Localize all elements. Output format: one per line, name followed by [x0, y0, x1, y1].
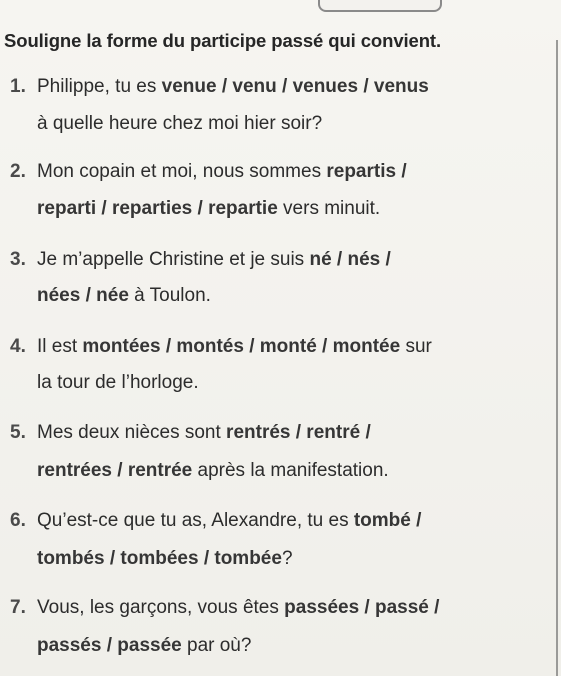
participle-choices: né / nés / — [309, 249, 391, 270]
participle-choices: tombé / — [353, 510, 422, 531]
item-line-1 — [37, 510, 421, 532]
sentence-text: Vous, les garçons, vous êtes — [37, 597, 285, 618]
participle-choices: rentrées / rentrée — [37, 460, 193, 481]
item-line-1 — [37, 161, 407, 183]
sentence-text: Qu’est-ce que tu as, Alexandre, tu es — [37, 510, 354, 531]
item-line-2 — [37, 548, 293, 570]
sentence-text: à Toulon. — [128, 285, 211, 306]
participle-choices: montées / montés / monté / montée — [82, 336, 401, 357]
item-number: 6. — [10, 510, 26, 531]
item-number: 1. — [10, 76, 26, 97]
sentence-text: après la manifestation. — [192, 460, 389, 481]
sentence-text: ? — [281, 548, 293, 569]
sentence-text: sur — [400, 336, 432, 357]
sentence-text: Il est — [37, 336, 83, 357]
item-line-1 — [37, 597, 439, 619]
sentence-text: Philippe, tu es — [37, 76, 162, 97]
participle-choices: venue / venu / venues / venus — [161, 76, 429, 97]
item-number: 7. — [10, 597, 26, 618]
participle-choices: passées / passé / — [284, 597, 440, 618]
item-line-1 — [37, 76, 429, 98]
exercise-instruction: Souligne la forme du participe passé qui convient. — [4, 30, 442, 51]
item-line-1 — [37, 422, 371, 444]
sentence-text: Mes deux nièces sont — [37, 422, 227, 443]
participle-choices: repartis / — [326, 161, 407, 182]
participle-choices: passés / passée — [37, 635, 182, 656]
item-line-2 — [37, 113, 322, 135]
participle-choices: tombés / tombées / tombée — [37, 548, 282, 569]
sentence-text: par où? — [181, 635, 252, 656]
item-number: 5. — [10, 422, 26, 443]
sentence-text: Je m’appelle Christine et je suis — [37, 249, 310, 270]
participle-choices: nées / née — [37, 285, 129, 306]
item-line-2 — [37, 635, 251, 657]
item-line-1 — [37, 336, 432, 358]
participle-choices: rentrés / rentré / — [226, 422, 371, 443]
item-line-1 — [37, 249, 391, 271]
item-line-2 — [37, 285, 211, 307]
sentence-text: la tour de l’horloge. — [37, 372, 199, 393]
item-line-2 — [37, 460, 389, 482]
sentence-text: à quelle heure chez moi hier soir? — [37, 113, 323, 134]
item-number: 3. — [10, 249, 26, 270]
sentence-text: vers minuit. — [277, 198, 381, 219]
item-number: 4. — [10, 336, 26, 357]
right-margin-rule — [556, 40, 558, 676]
sentence-text: Mon copain et moi, nous sommes — [37, 161, 327, 182]
item-number: 2. — [10, 161, 26, 182]
participle-choices: reparti / reparties / repartie — [37, 198, 278, 219]
item-line-2 — [37, 198, 380, 220]
item-line-2 — [37, 372, 199, 394]
top-tab-decoration — [318, 0, 442, 12]
